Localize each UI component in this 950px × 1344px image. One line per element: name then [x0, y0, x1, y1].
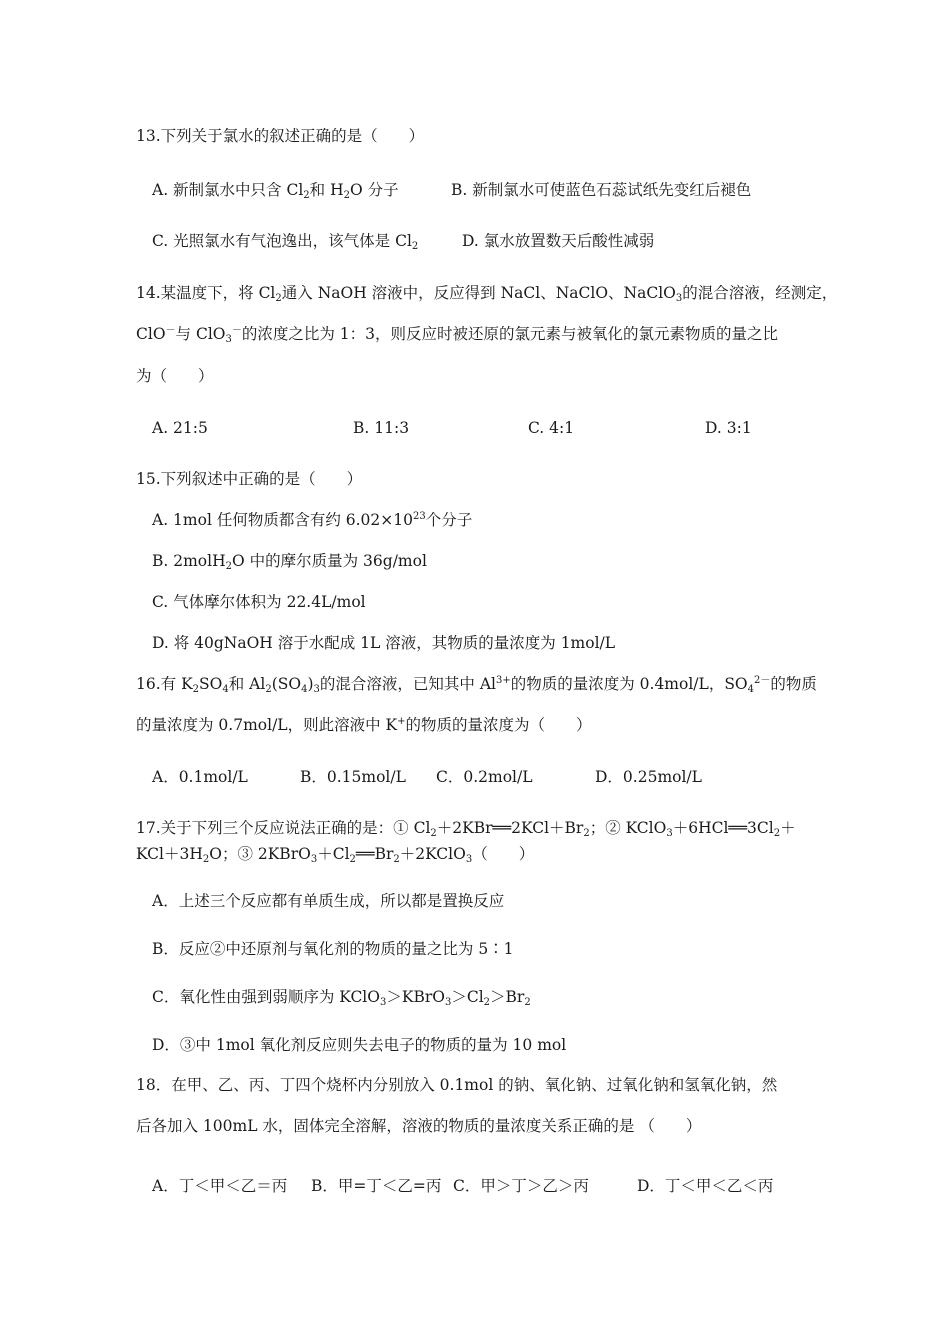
- q17-stem-line-2: $KCl+3H_2O$；③ $2KBrO_3+Cl_2══Br_2+2KClO_3$（ ）: [136, 845, 535, 865]
- q17-option-c: C．氧化性由强到弱顺序为 $KClO_3>KBrO_3>Cl_2>Br_2$: [152, 988, 531, 1008]
- q16-stem-line-1: 16.有 $K_2SO_4$和 $Al_2(SO_4)_3$的混合溶液，已知其中 $Al^{3+}$的物质的量浓度为 0.4mol/L，$SO_4^{2-}$的物质: [136, 675, 817, 695]
- q15-stem: 15.下列叙述中正确的是（ ）: [136, 470, 363, 488]
- q17-stem-line-1: 17.关于下列三个反应说法正确的是：① $Cl_2+2KBr══2KCl+Br_2$；② $KClO_3+6HCl══3Cl_2+$: [136, 819, 796, 839]
- q18-stem-line-2: 后各加入 100mL 水，固体完全溶解，溶液的物质的量浓度关系正确的是 （ ）: [136, 1117, 702, 1135]
- q14-option-d: D. 3:1: [705, 419, 752, 437]
- q15-option-c: C. 气体摩尔体积为 22.4L/mol: [152, 593, 366, 611]
- q13-option-a: A. 新制氯水中只含 $Cl_2$和 $H_2O$ 分子: [152, 181, 399, 201]
- q17-option-a: A．上述三个反应都有单质生成，所以都是置换反应: [152, 892, 505, 910]
- q17-option-d: D．③中 1mol 氧化剂反应则失去电子的物质的量为 10 mol: [152, 1036, 567, 1054]
- q13-option-c: C. 光照氯水有气泡逸出，该气体是 $Cl_2$: [152, 232, 419, 252]
- q14-stem-line-2: ClO－与 ClO$_3$－的浓度之比为 1：3，则反应时被还原的氯元素与被氧化的氯元素物质的量之比: [136, 325, 779, 345]
- q13-option-d: D. 氯水放置数天后酸性减弱: [462, 232, 655, 250]
- q17-option-b: B．反应②中还原剂与氧化剂的物质的量之比为 5∶1: [152, 940, 514, 958]
- q18-option-a: A．丁＜甲＜乙＝丙: [152, 1177, 288, 1195]
- q16-option-b: B．0.15mol/L: [300, 768, 406, 786]
- q14-option-c: C. 4:1: [528, 419, 575, 437]
- q14-option-a: A. 21:5: [152, 419, 208, 437]
- q15-option-d: D. 将 40gNaOH 溶于水配成 1L 溶液，其物质的量浓度为 1mol/L: [152, 634, 616, 652]
- q14-stem-line-1: 14.某温度下，将 $Cl_2$通入 NaOH 溶液中，反应得到 NaCl、NaClO、NaClO$_3$的混合溶液，经测定，: [136, 284, 838, 304]
- q16-option-c: C．0.2mol/L: [436, 768, 533, 786]
- q18-option-c: C．甲＞丁＞乙＞丙: [453, 1177, 589, 1195]
- q14-stem-line-3: 为（ ）: [136, 367, 214, 385]
- q15-option-a: A. 1mol 任何物质都含有约 $6.02\times 10^{23}$个分子: [152, 511, 473, 529]
- q18-stem-line-1: 18．在甲、乙、丙、丁四个烧杯内分别放入 0.1mol 的钠、氧化钠、过氧化钠和氢氧化钠，然: [136, 1076, 778, 1094]
- q18-option-d: D．丁＜甲＜乙＜丙: [637, 1177, 774, 1195]
- q16-option-a: A．0.1mol/L: [152, 768, 248, 786]
- q14-option-b: B. 11:3: [353, 419, 410, 437]
- q16-option-d: D．0.25mol/L: [595, 768, 702, 786]
- q16-stem-line-2: 的量浓度为 0.7mol/L，则此溶液中 K+的物质的量浓度为（ ）: [136, 716, 592, 734]
- q15-option-b: B. 2molH$_2$O 中的摩尔质量为 36g/mol: [152, 552, 427, 572]
- q18-option-b: B．甲=丁＜乙=丙: [311, 1177, 442, 1195]
- q13-option-b: B. 新制氯水可使蓝色石蕊试纸先变红后褪色: [451, 181, 752, 199]
- q13-stem: 13.下列关于氯水的叙述正确的是（ ）: [136, 127, 425, 145]
